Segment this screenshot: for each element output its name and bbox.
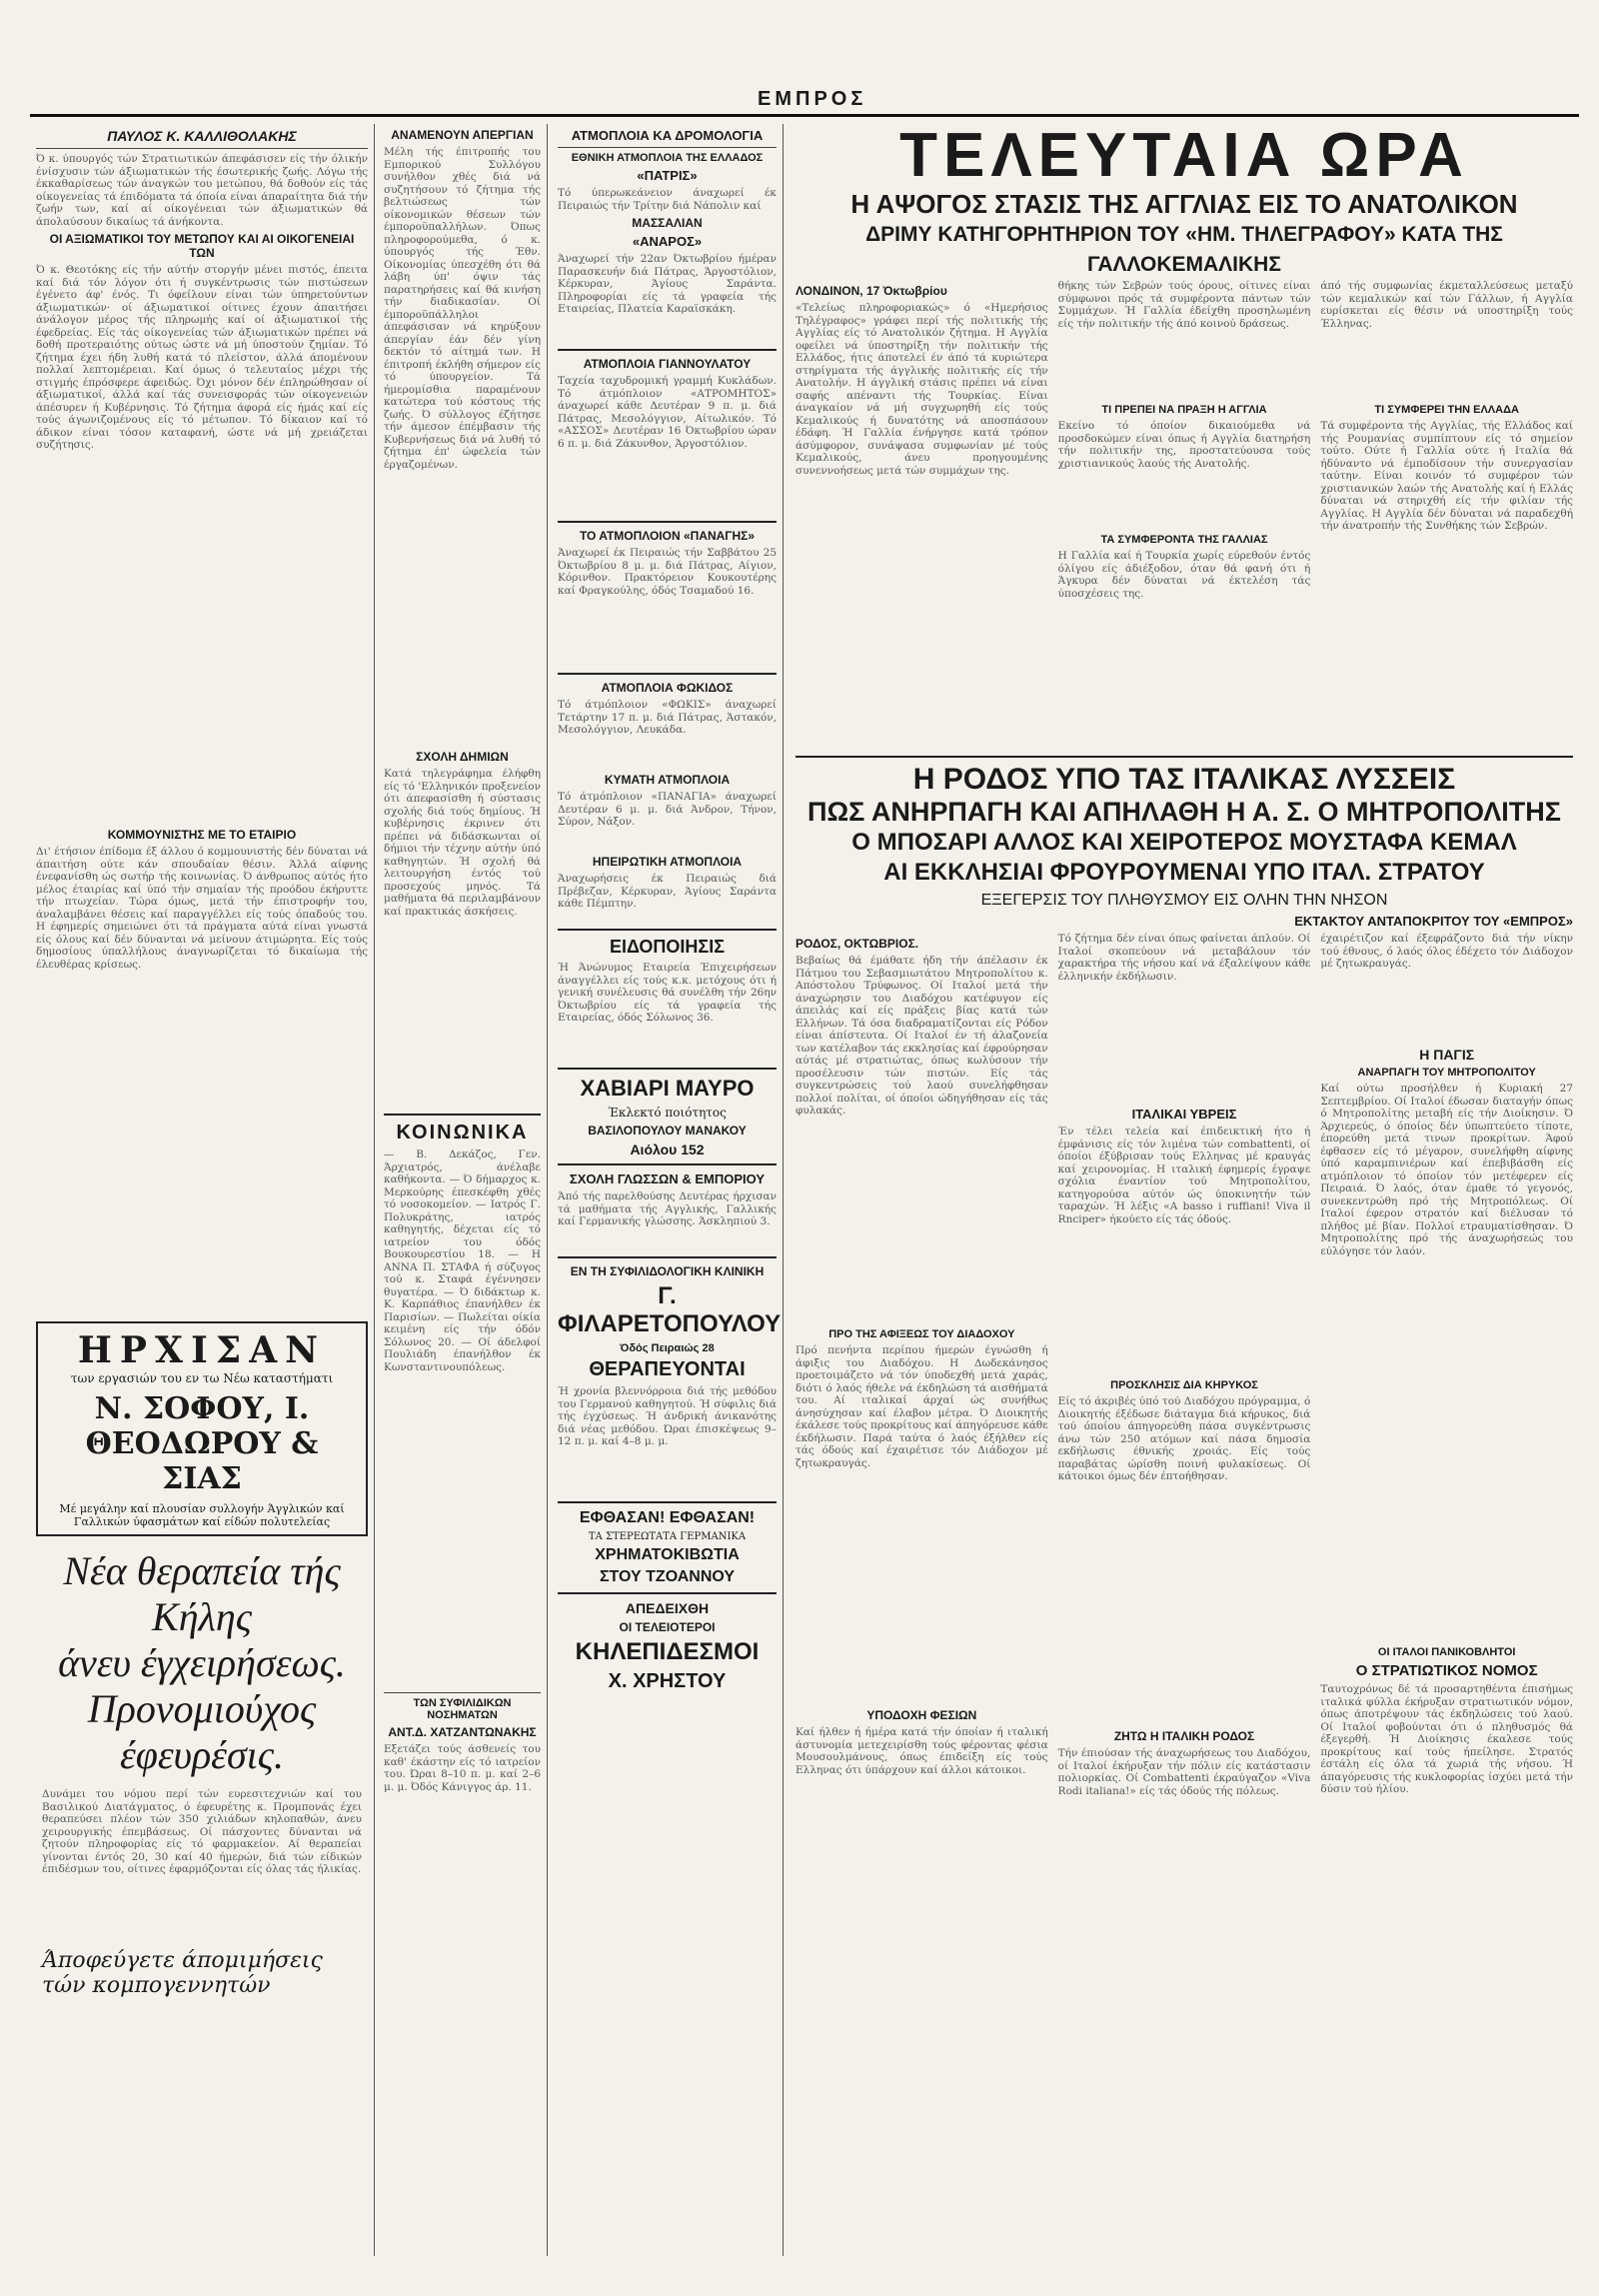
- doctor-sub: ΤΩΝ ΣΥΦΙΛΙΔΙΚΩΝ ΝΟΣΗΜΑΤΩΝ: [413, 1697, 512, 1721]
- subhead-trap2: ΑΝΑΡΠΑΓΗ ΤΟΥ ΜΗΤΡΟΠΟΛΙΤΟΥ: [1357, 1067, 1536, 1079]
- ad-store-line: των εργασιών του εν τω Νέω καταστήματι: [70, 1371, 334, 1385]
- ad-clinic-line: ΘΕΡΑΠΕΥΟΝΤΑΙ: [589, 1358, 746, 1380]
- ad-store-name: Ν. ΣΟΦΟΥ, Ι. ΘΕΟΔΩΡΟΥ & ΣΙΑΣ: [85, 1391, 319, 1496]
- article-text: Τό ζήτημα δέν είναι όπως φαίνεται άπλούν. Οί Ιταλοί σκοπεύουν νά μεταβάλουν τόν χαρακτήρα τής νήσου καί νά έξαλείψουν κάθε έλληνικήν έκδήλωσιν.: [1057, 933, 1311, 983]
- subhead-trap: Η ΠΑΓΙΣ: [1419, 1047, 1475, 1063]
- article-text: Έν τέλει τελεία καί έπιδεικτική ήτο ή έμφάνισις είς τόν λιμένα τών combattenti, οί όποίοι έξύβρισαν τούς Ελληνας μέ κραυγάς καί χειρονομίας. Η ιταλική έφημερίς έγραψε σχόλια έναντίον τού Μητροπολίτου, κατηγορούσα αύτόν ώς ύποκινητήν τών ταραχών. Ή λέξις «A basso i ruffiani! Viva il Rnciper» ήκούετο είς τάς όδούς.: [1057, 1126, 1311, 1225]
- column-2: [378, 124, 548, 2256]
- article-text: Εκείνο τό όποίον δικαιούμεθα νά προσδοκώμεν είναι όπως ή Αγγλία διατηρήση τήν πολιτικήν της, προστατεύουσα τούς χριστιανικούς λαούς τής Ανατολής.: [1057, 420, 1311, 470]
- ad-clinic-addr: Όδός Πειραιώς 28: [620, 1342, 715, 1354]
- shipping-title: ΑΤΜΟΠΛΟΙΑ ΚΑ ΔΡΟΜΟΛΟΓΙΑ: [571, 128, 764, 143]
- article-text: Ταχεία ταχυδρομική γραμμή Κυκλάδων. Τό άτμόπλοιον «ΑΤΡΟΜΗΤΟΣ» άναχωρεί κάθε Δευτέραν 9 π. μ. διά Πάτρας, Μεσολόγγιον, Αίτωλικόν. Τό «ΑΣΣΟΣ» Δευτέραν 16 Όκτωβρίου ώραν 6 π. μ. διά Ζάκυνθον, Άργοστόλιον.: [558, 375, 777, 450]
- article-text: Ταυτοχρόνως δέ τά προσαρτηθέντα έπισήμως ιταλικά φύλλα έκήρυξαν στρατιωτικόν νόμον, όπως άποτρέψουν τάς έκδηλώσεις τού λαού. Οί Ιταλοί φοβούνται ότι ό πληθυσμός θά έξεγερθή. Ή Διοίκησις έκαλεσε τούς προκρίτους καί τούς ήπείλησε. Στρατός έστάλη είς όλα τά χωριά τής νήσου. Ή άπαγόρευσις τής κυκλοφορίας ίσχύει μετά τήν δύσιν τού ήλίου.: [1320, 1683, 1574, 1795]
- ad-hernia-title: Νέα θεραπεία τής Κήλης: [63, 1548, 341, 1639]
- article-text: Κατά τηλεγράφημα έλήφθη είς τό 'Ελληνικόν προξενείον ότι άπεφασίσθη ή σύστασις σχολής διά τούς δημίους. Ή κυβέρνησις έκρινεν ότι πρέπει νά διδάσκωνται οί δήμιοι τήν τέχνην αύτήν ύπό καθηγητών. Ή σχολή θά λειτουργήση έντός τού προσεχούς μηνός. Τά μαθήματα θά περιλαμβάνουν καί πρακτικάς άσκήσεις.: [384, 768, 541, 918]
- article-text: Καί ήλθεν ή ήμέρα κατά τήν όποίαν ή ιταλική άστυνομία μετεχειρίσθη τούς φέροντας φέσια Μουσουλμάνους, όπως έπιδείξη είς τούς Ελληνας ότι ύπάρχουν καί άλλοι κάτοικοι.: [796, 1726, 1048, 1776]
- ad-safes-top: ΕΦΘΑΣΑΝ! ΕΦΘΑΣΑΝ!: [579, 1509, 756, 1526]
- shipping-fokidos: ΑΤΜΟΠΛΟΙΑ ΦΩΚΙΔΟΣ: [601, 681, 734, 695]
- article-text: Είς τό άκριβές ύπό τού Διαδόχου πρόγραμμα, ό Διοικητής έξέδωσε διάταγμα διά κήρυκος, διά τού όποίου άπηγορεύθη πάσα συγκέντρωσις άνω τών 250 ατόμων καί πάσα δημοσία εκδήλωσις έθνικής χροιάς. Είς τούς παραβάτας ώρίσθη ποινή φυλακίσεως. Οί κάτοικοι όμως δέν έπτοήθησαν.: [1057, 1395, 1311, 1482]
- headline-england: Η ΑΨΟΓΟΣ ΣΤΑΣΙΣ ΤΗΣ ΑΓΓΛΙΑΣ ΕΙΣ ΤΟ ΑΝΑΤΟΛΙΚΟΝ: [850, 189, 1518, 219]
- ad-hernia: [36, 1542, 368, 2004]
- ad-hernia-text: Δυνάμει του νόμου περί τών ευρεσιτεχνιών καί του Βασιλικού Διατάγματος, ό έφευρέτης κ. Προμπονάς έχει θεραπεύσει πλέον τών 350 χιλιάδων κηλοπαθών, άνευ χειρουργικής έπεμβάσεως. Οί πάσχοντες δύνανται νά ζητούν πληροφορίας είς τό φαρμακείον. Αί θεραπείαι γίνονται έντός 20, 30 καί 40 ήμερών, διά τών είδικών έπιδέσμων του, οίτινες έφαρμόζονται είς όλας τάς ήλικίας.: [42, 1788, 362, 1875]
- ad-belts-maker: Χ. ΧΡΗΣΤΟΥ: [608, 1670, 727, 1692]
- column2-title2: ΣΧΟΛΗ ΔΗΜΙΩΝ: [416, 750, 509, 764]
- article-rhodes: [796, 933, 1573, 2212]
- headline-rhodes: Η ΡΟΔΟΣ ΥΠΟ ΤΑΣ ΙΤΑΛΙΚΑΣ ΛΥΣΣΕΙΣ: [912, 763, 1456, 796]
- article-text: Τό άτμόπλοιον «ΠΑΝΑΓΙΑ» άναχωρεί Δευτέραν 6 μ. μ. διά Άνδρον, Τήνον, Σύρον, Νάξον.: [558, 791, 777, 828]
- masthead: [30, 88, 1579, 117]
- ad-belts-top: ΑΠΕΔΕΙΧΘΗ: [625, 1600, 710, 1616]
- ad-belts-name: ΚΗΛΕΠΙΔΕΣΜΟΙ: [575, 1638, 760, 1665]
- subhead-what-england: ΤΙ ΠΡΕΠΕΙ ΝΑ ΠΡΑΞΗ Η ΑΓΓΛΙΑ: [1101, 404, 1267, 416]
- ad-safes-store: ΣΤΟΥ ΤΖΟΑΝΝΟΥ: [599, 1568, 736, 1585]
- ad-safes-name: ΧΡΗΜΑΤΟΚΙΒΩΤΙΑ: [595, 1546, 740, 1563]
- article-text: Άναχωρεί τήν 22αν Όκτωβρίου ήμέραν Παρασκευήν διά Πάτρας, Άργοστόλιον, Κέρκυραν, Άγίους Σαράντα. Πληροφορίαι είς τά γραφεία τής Εταιρείας, Πλατεία Καραϊσκάκη.: [558, 253, 777, 315]
- article-text: έχαιρέτιζον καί έξεφράζοντο διά τήν νίκην τού έθνους, ό λαός όλος έδέχετο τόν Διάδοχον μέ ζητωκραυγάς.: [1320, 933, 1574, 970]
- article-text: Δι' έτήσιον έπίδομα έξ άλλου ό κομμουνιστής δέν δύναται νά άπαιτήση ούτε κάν σπουδαίαν θέσιν. Άλλά αίφνης ένεφανίσθη ώς σωτήρ τής κοινωνίας. Ό άνθρωπος αύτός ήτο μέλος έταιρίας καί ύπό τήν σημαίαν τής προόδου έκήρυττε τήν πτωχείαν. Τώρα όμως, μετά τήν έπιστροφήν του, άναλαμβάνει θέσεις καί παραγγέλλει είς τούς όπαδούς του. Η έφημερίς σημειώνει ότι τά πράγματα αύτά είναι γνωστά είς όλους καί δέν δύνανται νά μείνουν άτιμώρητα. Είς τούς δημοσίους ύπαλλήλους άναγνωρίζεται τό δικαίωμα τής έλευθέρας κρίσεως.: [36, 846, 368, 971]
- article-text: Άναχωρεί έκ Πειραιώς τήν Σαββάτου 25 Όκτωβρίου 8 μ. μ. διά Πάτρας, Αίγιον, Κόρινθον. Πρακτόρειον Κουκουτέρης καί Φραγκούλης, όδός Τσαμαδού 16.: [558, 547, 777, 597]
- column-3: [552, 124, 784, 2256]
- article-text: Τό άτμόπλοιον «ΦΩΚΙΣ» άναχωρεί Τετάρτην 17 π. μ. διά Πάτρας, Άστακόν, Μεσολόγγιον, Λευκάδα.: [558, 699, 777, 736]
- article-text: άπό τής συμφωνίας έκμεταλλεύσεως μεταξύ τών κεμαλικών καί τών Γάλλων, ή Αγγλία ευρίσκεται είς θέσιν νά υποστηρίξη τούς Έλληνας.: [1320, 280, 1574, 330]
- subhead-before-departure: ΠΡΟ ΤΗΣ ΑΦΙΞΕΩΣ ΤΟΥ ΔΙΑΔΟΧΟΥ: [828, 1328, 1015, 1340]
- correspondent: ΕΚΤΑΚΤΟΥ ΑΝΤΑΠΟΚΡΙΤΟΥ ΤΟΥ «ΕΜΠΡΟΣ»: [1294, 914, 1573, 929]
- subhead-viva: ΖΗΤΩ Η ΙΤΑΛΙΚΗ ΡΟΔΟΣ: [1113, 1729, 1255, 1743]
- banner-title: ΤΕΛΕΥΤΑΙΑ ΩΡΑ: [899, 124, 1469, 190]
- ad-hernia-line3: Προνομιούχος έφευρέσις.: [87, 1686, 317, 1777]
- column-4: [790, 124, 1579, 2256]
- headline-metropolitan: ΠΩΣ ΑΝΗΡΠΑΓΗ ΚΑΙ ΑΠΗΛΑΘΗ Η Α. Σ. Ο ΜΗΤΡΟΠΟΛΙΤΗΣ: [806, 797, 1562, 827]
- article-text: Καί ούτω προσήλθεν ή Κυριακή 27 Σεπτεμβρίου. Οί Ιταλοί έδωσαν διαταγήν όπως ό Μητροπολίτης μεταβή είς τήν Διοίκησιν. Ό Άρχιερεύς, ό όποίος δέν ύπωπτεύετο τίποτε, έπορεύθη μετά τινων προκρίτων. Άφού έφθασεν είς τό μέγαρον, συνελήφθη αίφνης ύπό καραμπινιέρων καί έπεβιβάσθη είς ατμόπλοιον τό όποίον τόν μετέφερεν είς Πειραιά. Ό λαός, όταν έμαθε τό γεγονός, συνεκεντρώθη πρό τής Μητροπόλεως. Οί Ιταλοί έφερον στρατόν καί διέλυσαν τό πλήθος μέ βίαν. Πολλοί ετραυματίσθησαν. Ό Μητροπολίτης πρό τής άναχωρήσεώς του εύλόγησε τόν λαόν.: [1320, 1083, 1574, 1257]
- notice-title: ΕΙΔΟΠΟΙΗΣΙΣ: [609, 937, 726, 957]
- article-text: — Β. Δεκάζος, Γεν. Άρχιατρός, άνέλαβε καθήκοντα. — Ό δήμαρχος κ. Μερκούρης έπεσκέφθη χθές τό νοσοκομείον. — Ιατρός Γ. Πολυκράτης, ιατρός καθηγητής, δέχεται είς τό ιατρείον του όδός Βουκουρεστίου 18. — Η ΑΝΝΑ Π. ΣΤΑΦΑ ή σύζυγος τού κ. Σταφά έγέννησεν θυγατέρα. — Ό διδάκτωρ κ. Κ. Καρπάθιος έπανήλθεν έκ Παρισίων. — Πωλείται οίκία κειμένη είς τήν όδόν Σόλωνος 20. — Οί άδελφοί Πουλιάδη έπανήλθον έκ Κωνσταντινουπόλεως.: [384, 1148, 541, 1373]
- ad-caviar-name: ΒΑΣΙΛΟΠΟΥΛΟΥ ΜΑΝΑΚΟΥ: [588, 1124, 747, 1138]
- headline-churches: ΑΙ ΕΚΚΛΗΣΙΑΙ ΦΡΟΥΡΟΥΜΕΝΑΙ ΥΠΟ ΙΤΑΛ. ΣΤΡΑΤΟΥ: [883, 859, 1485, 886]
- article-text: Ό κ. ύπουργός τών Στρατιωτικών άπεφάσισεν είς τήν όλικήν ένίσχυσιν τών άξιωματικών τής έσωτερικής ζωής. Λόγω τής έκκαθαρίσεως τών άναγκών του μετώπου, θά δοθούν είς τάς οίκογενείας τά έπιδόματα τά όποία είναι άπαραίτητα διά τήν ζωήν των, καί αί οίκογένειαι τών άξιωματικών θά άπολαύσουν δικαίως τά άνήκοντα.: [36, 153, 368, 228]
- article-text: Μέλη τής έπιτροπής του Εμπορικού Συλλόγου συνήλθον χθές διά νά συζητήσουν τό ζήτημα τής βελτιώσεως τών οίκονομικών θέσεων τών έμποροϋπαλλήλων. Όπως πληροφορούμεθα, ό κ. ύπουργός τής Έθν. Οίκονομίας ύπεσχέθη ότι θά λάβη ύπ' όψιν τάς παρατηρήσεις καί θά κινήση τήν διαδικασίαν. Οί έμποροϋπάλληλοι άπεφάσισαν νά κηρύξουν άπεργίαν έάν δέν γίνη δεκτόν τό αίτημά των. Η έπιτροπή έκλήθη σήμερον είς τό ύπουργείον. Τά ήμερομίσθια παραμένουν κατώτερα τού κόστους τής ζωής. Ό σύλλογος έζήτησε τήν άμεσον έπέμβασιν τής Κυβερνήσεως διά νά λυθή τό ζήτημα έπ' ώφελεία τών έργαζομένων.: [384, 146, 541, 471]
- article-text: Τό ύπερωκεάνειον άναχωρεί έκ Πειραιώς τήν Τρίτην διά Νάπολιν καί: [558, 187, 777, 212]
- article-text: Η Γαλλία καί ή Τουρκία χωρίς εύρεθούν έντός όλίγου είς άδιέξοδον, όταν θά φανή ότι ή Άγκυρα δέν δύναται νά έκτελέση τάς ύποσχέσεις της.: [1057, 550, 1311, 600]
- article-text: Τά συμφέροντα τής Αγγλίας, τής Ελλάδος καί τής Ρουμανίας συμπίπτουν είς τό σημείον τούτο. Ούτε ή Γαλλία ούτε ή Ιταλία θά ήδύναντο νά έμποδίσουν τήν συνεργασίαν ταύτην. Είναι κοινόν τό συμφέρον τών χριστιανικών λαών τής Ανατολής καί ή Ελλάς δύναται νά στηριχθή είς τήν φιλίαν τής Αγγλίας. Η Αγγλία δέν δύναται νά παραδεχθή τήν άνατροπήν τής Συνθήκης τών Σεβρών.: [1320, 420, 1574, 532]
- shipping-kymati: ΚΥΜΑΤΗ ΑΤΜΟΠΛΟΙΑ: [604, 773, 731, 787]
- shipping-giannoulatos: ΑΤΜΟΠΛΟΙΑ ΓΙΑΝΝΟΥΛΑΤΟΥ: [583, 357, 752, 371]
- article-text: Άναχωρήσεις έκ Πειραιώς διά Πρέβεζαν, Κέρκυραν, Άγίους Σαράντα κάθε Πέμπτην.: [558, 873, 777, 910]
- doctor-name: ΑΝΤ.Δ. ΧΑΤΖΑΝΤΩΝΑΚΗΣ: [388, 1725, 537, 1739]
- article-text: Εξετάζει τούς άσθενείς του καθ' έκάστην είς τό ιατρείον του. Ώραι 8–10 π. μ. καί 2–6 μ. μ. Όδός Κάνιγγος άρ. 11.: [384, 1743, 541, 1793]
- column-1: [30, 124, 375, 2256]
- subhead-greece: ΤΙ ΣΥΜΦΕΡΕΙ ΤΗΝ ΕΛΛΑΔΑ: [1374, 404, 1519, 416]
- article-england: [796, 280, 1573, 750]
- subhead-herald: ΠΡΟΣΚΛΗΣΙΣ ΔΙΑ ΚΗΡΥΚΟΣ: [1110, 1379, 1258, 1391]
- article-text: Ή χρονία βλεννόρροια διά τής μεθόδου του Γερμανού καθηγητού. Ή σύφιλις διά τής έγχύσεως. Ή άνδρική άνικανότης διά νέας μεθόδου. Ώραι έπισκέψεως 9–12 π. μ. καί 4–8 μ. μ.: [558, 1385, 777, 1447]
- subhead-insults: ΙΤΑΛΙΚΑΙ ΥΒΡΕΙΣ: [1131, 1107, 1237, 1122]
- subhead-france: ΤΑ ΣΥΜΦΕΡΟΝΤΑ ΤΗΣ ΓΑΛΛΙΑΣ: [1100, 534, 1268, 546]
- article-text: θήκης τών Σεβρών τούς όρους, οίτινες είναι σύμφωνοι πρός τά συμφέροντα πάντων τών Συμμάχων. Ή Γαλλία έδείχθη προσηλωμένη είς τήν πολιτικήν τής άπό κοινού δράσεως.: [1057, 280, 1311, 330]
- article-text: Άπό τής παρελθούσης Δευτέρας ήρχισαν τά μαθήματα τής Αγγλικής, Γαλλικής καί Γερμανικής γλώσσης. Άσκληπιού 3.: [558, 1190, 777, 1227]
- headline-bosari: Ο ΜΠΟΣΑΡΙ ΑΛΛΟΣ ΚΑΙ ΧΕΙΡΟΤΕΡΟΣ ΜΟΥΣΤΑΦΑ ΚΕΜΑΛ: [851, 829, 1517, 856]
- ad-store-text: Μέ μεγάλην καί πλουσίαν συλλογήν Άγγλικών καί Γαλλικών ύφασμάτων καί είδών πολυτελείας: [59, 1502, 345, 1528]
- ad-caviar-addr: Αιόλου 152: [630, 1142, 705, 1157]
- headline-uprising: ΕΞΕΓΕΡΣΙΣ ΤΟΥ ΠΛΗΘΥΣΜΟΥ ΕΙΣ ΟΛΗΝ ΤΗΝ ΝΗΣΟΝ: [980, 892, 1388, 909]
- ad-store-title: ΗΡΧΙΣΑΝ: [77, 1329, 327, 1371]
- article-text: Βεβαίως θά έμάθατε ήδη τήν άπέλασιν έκ Πάτμου του Σεβασμιωτάτου Μητροπολίτου κ. Απόστολου Τρύφωνος. Οί Ιταλοί μετά τήν άναχώρησιν του Διαδόχου κατέφυγον είς άπειλάς καί είς πράξεις βίας κατά τών Ελλήνων. Τά όσα διαδραματίζονται είς Ρόδον είναι άπίστευτα. Οί Ιταλοί έν τή άλαζονεία των κατέλαβον τάς εκκλησίας καί έφρούρησαν αύτάς μέ στρατιώτας, όπως κωλύσουν τήν προσέλευσιν τών πιστών. Είς τάς συγκεντρώσεις τού λαού συνελήφθησαν πολλοί πολίται, οί όποίοι ώδηγήθησαν είς τάς φυλακάς.: [796, 955, 1048, 1117]
- subhead-martial: Ο ΣΤΡΑΤΙΩΤΙΚΟΣ ΝΟΜΟΣ: [1355, 1662, 1538, 1679]
- dateline-london: ΛΟΝΔΙΝΟΝ, 17 Όκτωβρίου: [796, 284, 947, 298]
- headline-telegraph: ΔΡΙΜΥ ΚΑΤΗΓΟΡΗΤΗΡΙΟΝ ΤΟΥ «ΗΜ. ΤΗΛΕΓΡΑΦΟΥ» ΚΑΤΑ ΤΗΣ ΓΑΛΛΟΚΕΜΑΛΙΚΗΣ: [865, 223, 1503, 276]
- ad-safes-sub: ΤΑ ΣΤΕΡΕΩΤΑΤΑ ΓΕΡΜΑΝΙΚΑ: [588, 1531, 747, 1542]
- subhead-officers: ΟΙ ΑΞΙΩΜΑΤΙΚΟΙ ΤΟΥ ΜΕΤΩΠΟΥ ΚΑΙ ΑΙ ΟΙΚΟΓΕΝΕΙΑΙ ΤΩΝ: [49, 232, 355, 260]
- shipping-national: ΕΘΝΙΚΗ ΑΤΜΟΠΛΟΙΑ ΤΗΣ ΕΛΛΑΔΟΣ: [571, 152, 764, 164]
- ad-belts-line: ΟΙ ΤΕΛΕΙΟΤΕΡΟΙ: [619, 1620, 716, 1634]
- ad-caviar-sub: Έκλεκτό ποιότητος: [608, 1106, 727, 1120]
- article-text: Ή Άνώνυμος Εταιρεία Έπιχειρήσεων άναγγέλλει είς τούς κ.κ. μετόχους ότι ή γενική συνέλευσις θά συνέλθη τήν 26ην Όκτωβρίου είς τά γραφεία τής Εταιρείας, όδός Σόλωνος 36.: [558, 962, 777, 1024]
- ad-hernia-warning: Άποφεύγετε άπομιμήσεις τών κομπογεννητών: [42, 1948, 323, 1998]
- masthead-name: ΕΜΠΡΟΣ: [750, 88, 874, 111]
- article-text: Τήν έπιούσαν τής άναχωρήσεως του Διαδόχου, οί Ιταλοί έκήρυξαν τήν πόλιν είς κατάστασιν πολιορκίας. Οί Combattenti έκραύγαζον «Viva Rodi italiana!» είς τάς όδούς τής πόλεως.: [1057, 1747, 1311, 1797]
- subhead-panic: ΟΙ ΙΤΑΛΟΙ ΠΑΝΙΚΟΒΛΗΤΟΙ: [1377, 1646, 1516, 1658]
- ad-store: [36, 1321, 368, 1536]
- city-marseille: ΜΑΣΣΑΛΙΑΝ: [632, 216, 703, 230]
- subhead-fezzes: ΥΠΟΔΟΧΗ ΦΕΣΙΩΝ: [866, 1708, 977, 1722]
- dateline-rhodes: ΡΟΔΟΣ, ΟΚΤΩΒΡΙΟΣ.: [796, 937, 919, 951]
- shipping-epirotiki: ΗΠΕΙΡΩΤΙΚΗ ΑΤΜΟΠΛΟΙΑ: [592, 855, 743, 869]
- column2-title1: ΑΝΑΜΕΝΟΥΝ ΑΠΕΡΓΙΑΝ: [391, 128, 534, 142]
- ad-caviar: ΧΑΒΙΑΡΙ ΜΑΥΡΟ: [580, 1076, 755, 1101]
- ad-clinic-top: ΕΝ ΤΗ ΣΥΦΙΛΙΔΟΛΟΓΙΚΗ ΚΛΙΝΙΚΗ: [570, 1264, 765, 1278]
- article-text: Πρό πενήντα περίπου ήμερών έγνώσθη ή άφιξις του Διαδόχου. Η Δωδεκάνησος προετοιμάζετο νά τόν ύποδεχθή μετά χαράς, διότι ό λαός ήθελε νά έκδηλώση τά αισθήματά του. Αί ιταλικαί άρχαί ώς συνήθως άνησύχησαν καί έλαβον μέτρα. Ό Διοικητής έκάλεσε τούς προκρίτους καί άπηγόρευσε κάθε έκδήλωσιν. Παρά ταύτα ό λαός έξήλθεν είς τάς όδούς καί έχαιρέτισε τόν Διάδοχον μέ ζητωκραυγάς.: [796, 1344, 1048, 1469]
- ad-school: ΣΧΟΛΗ ΓΛΩΣΣΩΝ & ΕΜΠΟΡΙΟΥ: [569, 1171, 766, 1186]
- article-text: Ό κ. Θεοτόκης είς τήν αύτήν στοργήν μένει πιστός, έπειτα καί διά τόν λόγον ότι ή συγκέντρωσις τών πιστώσεων έγένετο άφ' ένός. Τι όφείλουν είναι τών ύπηρετούντων άξιωματικών· οί άξιωματικοί οίτινες έχουν άπαιτήσει άνάλογον μέρος τής πληρωμής καί οί άξιωματικοί τής έφεδρείας. Είς τάς οίκογενείας τών άξιωματικών πρέπει νά δοθή προτεραιότης ούτως ώστε νά μή ύποστούν ζημίαν. Τό ζήτημα έχει ήδη λυθή κατά τό πλείστον, άλλά άπομένουν πολλαί λεπτομέρειαι. Καί όμως ό τελευταίος μέχρι τής στιγμής έπρόσφερε άφειδώς. Όχι μόνον δέν έπληρώθησαν οί άξιωματικοί, άλλά καί τάς συνεισφοράς τών οίκογενειών άπέσυρεν ή Κυβέρνησις. Τό ζήτημα άφορά είς ήμάς καί είς τούς άγωνιζομένους είς τό μέτωπον. Τό δίκαιον καί τό άδικον είναι τόσον καταφανή, ώστε νά μή χρειάζεται συζήτησις.: [36, 264, 368, 451]
- ship-anaros: «ΑΝΑΡΟΣ»: [632, 234, 703, 249]
- article-text: «Τελείως πληροφοριακώς» ό «Ημερήσιος Τηλέγραφος» γράφει περί τής πολιτικής τής Αγγλίας είς τό Ανατολικόν ζήτημα. Η Αγγλία οφείλει νά ύποστηρίξη τήν πολιτικήν τής Ελλάδος, ήτις άποτελεί έν άπό τά κυριώτερα στηρίγματα τής άγγλικής πολιτικής είς τήν Ανατολήν. Η άγγλική στάσις πρέπει νά είναι σαφής απέναντι τής Τουρκίας. Είναι άναγκαίον νά μή συγχωρηθή είς τούς Κεμαλικούς ή δυνατότης νά αποσπάσουν έδάφη. Ή Γαλλία ένήργησε κατά τρόπον άσύμφορον, συνάψασα συμφωνίαν μέ τούς Κεμαλικούς, άνευ προηγουμένης συνεννοήσεως μετά τών συμμάχων της.: [796, 302, 1048, 477]
- shipping-panagis: ΤΟ ΑΤΜΟΠΛΟΙΟΝ «ΠΑΝΑΓΗΣ»: [579, 529, 756, 543]
- ad-clinic-name: Γ. ΦΙΛΑΡΕΤΟΠΟΥΛΟΥ: [558, 1282, 782, 1337]
- byline: ΠΑΥΛΟΣ Κ. ΚΑΛΛΙΘΟΛΑΚΗΣ: [107, 128, 297, 144]
- subhead-communist: ΚΟΜΜΟΥΝΙΣΤΗΣ ΜΕ ΤΟ ΕΤΑΙΡΙΟ: [107, 828, 297, 842]
- column2-title3: ΚΟΙΝΩΝΙΚΑ: [396, 1122, 529, 1144]
- ad-hernia-line2: άνευ έγχειρήσεως.: [58, 1640, 346, 1685]
- ship-patris: «ΠΑΤΡΙΣ»: [637, 168, 698, 183]
